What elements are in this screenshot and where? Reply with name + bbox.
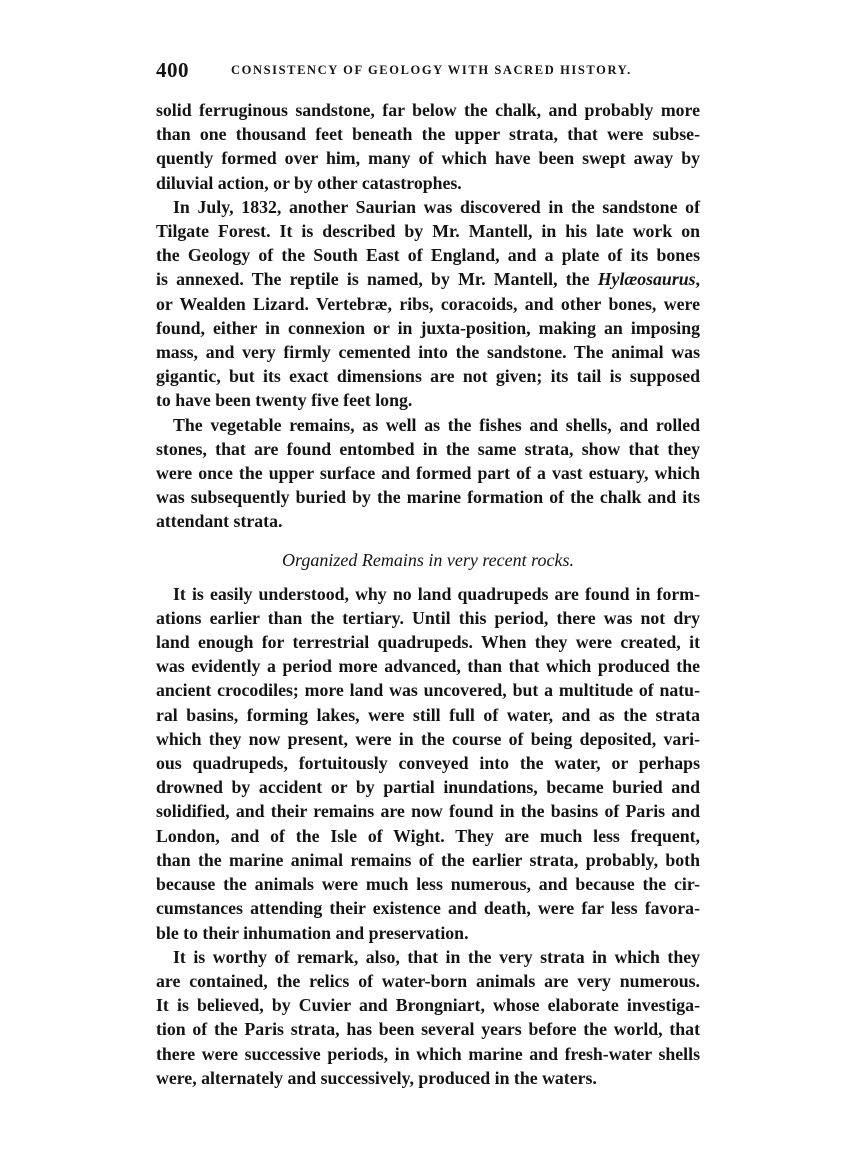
text-line: is annexed. The reptile is named, by Mr. Mantell, the Hylæosaurus,	[156, 269, 700, 290]
text-line: was subsequently buried by the marine formation of the chalk and its	[156, 487, 700, 508]
paragraph	[156, 945, 700, 1090]
text-line: ble to their inhumation and preservation.	[156, 922, 469, 943]
section-heading: Organized Remains in very recent rocks.	[282, 549, 574, 570]
text-line: land enough for terrestrial quadrupeds. When they were created, it	[156, 632, 700, 653]
text-line: ancient crocodiles; more land was uncovered, but a multitude of natu-	[156, 680, 700, 701]
text-line: were, alternately and successively, produced in the waters.	[156, 1067, 597, 1088]
text-line: are contained, the relics of water-born animals are very numerous.	[156, 970, 700, 991]
text-line: It is easily understood, why no land quadrupeds are found in form-	[173, 583, 700, 604]
paragraph	[156, 98, 700, 195]
text-line: In July, 1832, another Saurian was discovered in the sandstone of	[173, 196, 700, 217]
text-line: attendant strata.	[156, 511, 283, 532]
text-line: Tilgate Forest. It is described by Mr. Mantell, in his late work on	[156, 221, 700, 242]
text-line: tion of the Paris strata, has been several years before the world, that	[156, 1019, 700, 1040]
text-line: quently formed over him, many of which have been swept away by	[156, 148, 700, 169]
italic-genus-name: Hylæosaurus	[597, 269, 696, 290]
text-line: were once the upper surface and formed part of a vast estuary, which	[156, 463, 700, 484]
text-line: because the animals were much less numerous, and because the cir-	[156, 874, 700, 895]
paragraph	[156, 195, 700, 413]
text-line: solid ferruginous sandstone, far below the chalk, and probably more	[156, 100, 700, 120]
text-line: solidified, and their remains are now found in the basins of Paris and	[156, 801, 700, 822]
paragraphs-before-heading	[156, 98, 700, 534]
text-line: drowned by accident or by partial inundations, became buried and	[156, 777, 700, 798]
paragraphs-after-heading	[156, 582, 700, 1090]
running-title: CONSISTENCY OF GEOLOGY WITH SACRED HISTORY.	[231, 63, 632, 77]
text-line: ous quadrupeds, fortuitously conveyed into the water, or perhaps	[156, 753, 700, 774]
text-line: there were successive periods, in which marine and fresh-water shells	[156, 1043, 700, 1064]
text-line: to have been twenty five feet long.	[156, 390, 413, 411]
page-header	[156, 58, 701, 84]
text-line: which they now present, were in the course of being deposited, vari-	[156, 728, 700, 749]
paragraph	[156, 413, 700, 534]
text-line: than the marine animal remains of the earlier strata, probably, both	[156, 849, 700, 870]
text-line: mass, and very firmly cemented into the sandstone. The animal was	[156, 342, 700, 363]
text-line: gigantic, but its exact dimensions are not given; its tail is supposed	[156, 366, 700, 387]
text-line: cumstances attending their existence and death, were far less favora-	[156, 898, 700, 919]
text-line: was evidently a period more advanced, than that which produced the	[156, 656, 700, 677]
text-line: It is believed, by Cuvier and Brongniart, whose elaborate investiga-	[156, 995, 700, 1016]
text-line: the Geology of the South East of England, and a plate of its bones	[156, 245, 700, 266]
text-line: found, either in connexion or in juxta-position, making an imposing	[156, 317, 700, 338]
text-line: London, and of the Isle of Wight. They are much less frequent,	[156, 825, 700, 846]
text-line: The vegetable remains, as well as the fishes and shells, and rolled	[173, 414, 700, 435]
paragraph	[156, 582, 700, 945]
text-line: or Wealden Lizard. Vertebræ, ribs, coracoids, and other bones, were	[156, 293, 700, 314]
text-line: ral basins, forming lakes, were still full of water, and as the strata	[156, 704, 700, 725]
page-number: 400	[156, 58, 189, 82]
text-line: It is worthy of remark, also, that in the very strata in which they	[173, 946, 700, 967]
text-line: ations earlier than the tertiary. Until this period, there was not dry	[156, 607, 700, 628]
text-line: than one thousand feet beneath the upper strata, that were subse-	[156, 124, 700, 145]
body-text	[156, 98, 700, 1090]
text-line: stones, that are found entombed in the same strata, show that they	[156, 438, 700, 459]
text-line: diluvial action, or by other catastrophes.	[156, 172, 462, 193]
